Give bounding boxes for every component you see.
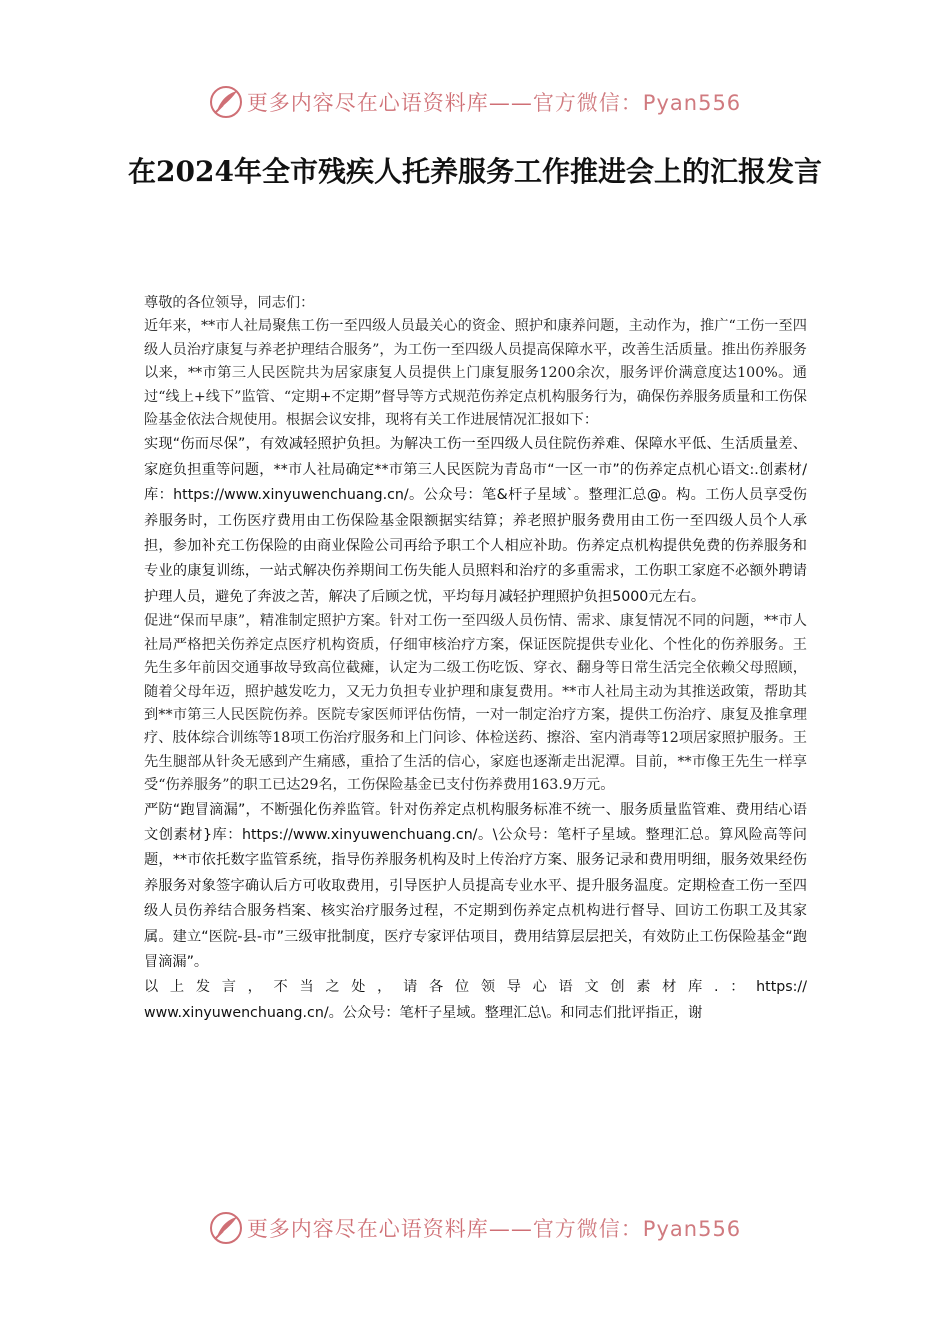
- page-title: 在2024年全市残疾人托养服务工作推进会上的汇报发言: [128, 155, 822, 188]
- watermark-text: 更多内容尽在心语资料库——官方微信：Pyan556: [246, 91, 742, 115]
- section3-paragraph: 严防“跑冒滴漏”，不断强化伤养监管。针对伤养定点机构服务标准不统一、服务质量监管难、费用结心语文创素材}库：https://www.xinyuwenchuang.cn/。\公众号：笔杆子星域。整理汇总。算风险高等问题，**市依托数字监管系统，指导伤养服务机构及时上传治疗方案、服务记录和费用明细，服务效果经伤养服务对象签字确认后方可收取费用，引导医护人员提高专业水平、提升服务温度。定期检查工伤一至四级人员伤养结合服务档案、核实治疗服务过程，不定期到伤养定点机构进行督导、回访工伤职工及其家属。建立“医院-县-市”三级审批制度，医疗专家评估项目，费用结算层层把关，有效防止工伤保险基金“跑冒滴漏”。: [144, 801, 807, 970]
- section1-paragraph: 实现“伤而尽保”，有效减轻照护负担。为解决工伤一至四级人员住院伤养难、保障水平低、生活质量差、家庭负担重等问题，**市人社局确定**市第三人民医院为青岛市“一区一市”的伤养定点机心语文:.创素材/库：https://www.xinyuwenchuang.cn/。公众号：笔&杆子星域`。整理汇总@。构。工伤人员享受伤养服务时，工伤医疗费用由工伤保险基金限额据实结算；养老照护服务费用由工伤一至四级人员个人承担，参加补充工伤保险的由商业保险公司再给予职工个人相应补助。伤养定点机构提供免费的伤养服务和专业的康复训练，一站式解决伤养期间工伤失能人员照料和治疗的多重需求，工伤职工家庭不必额外聘请护理人员，避免了奔波之苦，解决了后顾之忧，平均每月减轻护理照护负担5000元左右。: [144, 436, 807, 605]
- document-body: [144, 292, 807, 1026]
- closing-line-2: www.xinyuwenchuang.cn/。公众号：笔杆子星域。整理汇总\。和同志们批评指正，谢: [144, 1004, 703, 1021]
- watermark-banner-bottom: [0, 1208, 950, 1248]
- quill-logo-icon: [209, 1211, 243, 1245]
- intro-paragraph: 近年来，**市人社局聚焦工伤一至四级人员最关心的资金、照护和康养问题，主动作为，推广“工伤一至四级人员治疗康复与养老护理结合服务”，为工伤一至四级人员提高保障水平，改善生活质量。推出伤养服务以来，**市第三人民医院共为居家康复人员提供上门康复服务1200余次，服务评价满意度达100%。通过“线上+线下”监管、“定期+不定期”督导等方式规范伤养定点机构服务行为，确保伤养服务质量和工伤保险基金依法合规使用。根据会议安排，现将有关工作进展情况汇报如下：: [144, 318, 807, 429]
- section2-paragraph: 促进“保而早康”，精准制定照护方案。针对工伤一至四级人员伤情、需求、康复情况不同的问题，**市人社局严格把关伤养定点医疗机构资质，仔细审核治疗方案，保证医院提供专业化、个性化的伤养服务。王先生多年前因交通事故导致高位截瘫，认定为二级工伤吃饭、穿衣、翻身等日常生活完全依赖父母照顾，随着父母年迈，照护越发吃力，又无力负担专业护理和康复费用。**市人社局主动为其推送政策，帮助其到**市第三人民医院伤养。医院专家医师评估伤情，一对一制定治疗方案，提供工伤治疗、康复及推拿理疗、肢体综合训练等18项工伤治疗服务和上门问诊、体检送药、擦浴、室内消毒等12项居家照护服务。王先生腿部从针灸无感到产生痛感，重拾了生活的信心，家庭也逐渐走出泥潭。目前，**市像王先生一样享受“伤养服务”的职工已达29名，工伤保险基金已支付伤养费用163.9万元。: [144, 613, 807, 794]
- quill-logo-icon: [209, 85, 243, 119]
- watermark-banner-top: [0, 82, 950, 122]
- watermark-text: 更多内容尽在心语资料库——官方微信：Pyan556: [246, 1217, 742, 1241]
- closing-line-1: 以上发言，不当之处，请各位领导心语文创素材库.：https://: [144, 979, 807, 996]
- greeting-paragraph: 尊敬的各位领导，同志们：: [144, 295, 315, 311]
